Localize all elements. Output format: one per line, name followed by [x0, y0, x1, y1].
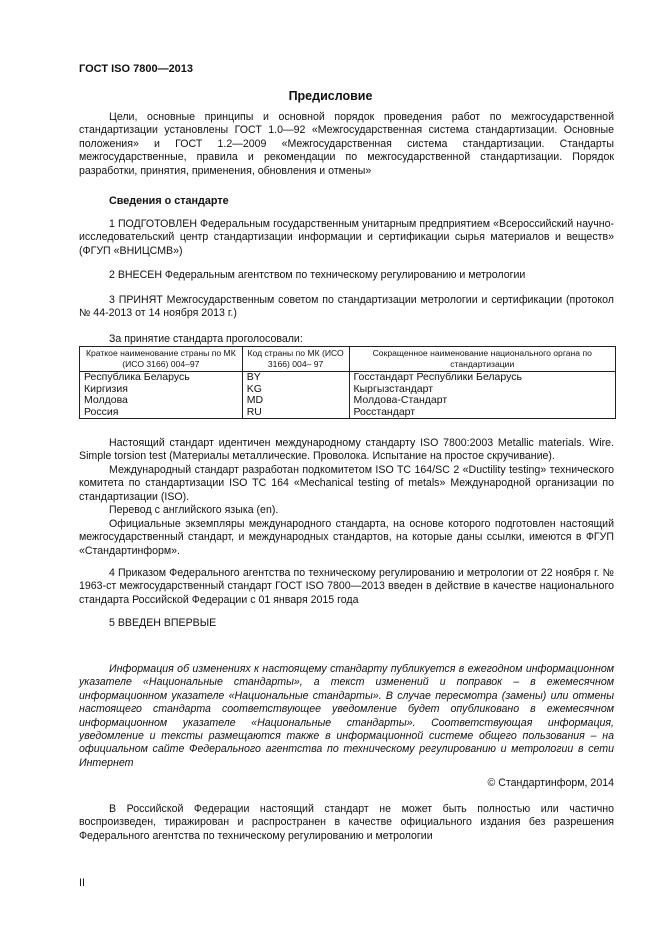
- table-cell: Росстандарт: [349, 407, 616, 419]
- item-1-paragraph: 1 ПОДГОТОВЛЕН Федеральным государственным унитарным предприятием «Всероссийский научно-исследовательский центр стандартизации информации и сертификации сырья материалов и веществ» (ФГУП «ВНИЦСМВ»): [79, 218, 614, 257]
- table-cell: MD: [242, 395, 349, 407]
- section-subheading: Сведения о стандарте: [109, 195, 229, 207]
- table-cell: Россия: [80, 407, 243, 419]
- voted-caption: За принятие стандарта проголосовали:: [109, 333, 303, 345]
- table-row: [80, 384, 616, 396]
- rights-paragraph: В Российской Федерации настоящий стандарт не может быть полностью или частично воспроизведен, тиражирован и распространен в качестве официального издания без разрешения Федерального агентства по техническому регулированию и метрологии: [79, 803, 614, 842]
- official-copies-paragraph: Официальные экземпляры международного стандарта, на основе которого подготовлен настоящий межгосударственный стандарт, и международных стандартов, на которые даны ссылки, имеются в ФГУП «Стандартинформ».: [79, 518, 614, 557]
- table-header-row: [80, 347, 616, 372]
- notice-paragraph: Информация об изменениях к настоящему стандарту публикуется в ежегодном информационном указателе «Национальные стандарты», а текст изменений и поправок – в ежемесячном информационном указателе «Национальные стандарты». В случае пересмотра (замены) или отмены настоящего стандарта соответствующее уведомление будет опубликовано в ежемесячном информационном указателе «Национальные стандарты». Соответствующая информация, уведомление и тексты размещаются также в информационной системе общего пользования – на официальном сайте Федерального агентства по техническому регулированию и метрологии в сети Интернет: [79, 663, 614, 769]
- item-4-paragraph: 4 Приказом Федерального агентства по техническому регулированию и метрологии от 22 ноября г. № 1963-ст межгосударственный стандарт ГОСТ ISO 7800—2013 введен в действие в качестве национального стандарта Российской Федерации с 01 января 2015 года: [79, 567, 614, 606]
- table-row: [80, 372, 616, 384]
- developer-paragraph: Международный стандарт разработан подкомитетом ISO TC 164/SC 2 «Ductility testing» технического комитета по стандартизации ISO TC 164 «Mechanical testing of metals» Международной организации по стандартизации (ISO).: [79, 464, 614, 503]
- item-3-paragraph: 3 ПРИНЯТ Межгосударственным советом по стандартизации метрологии и сертификации (протокол № 44-2013 от 14 ноября 2013 г.): [79, 294, 614, 320]
- identical-paragraph: Настоящий стандарт идентичен международному стандарту ISO 7800:2003 Metallic materials. Wire. Simple torsion test (Материалы металлические. Проволока. Испытание на простое скручивание).: [79, 437, 614, 463]
- table-cell: BY: [242, 372, 349, 384]
- table-header-country: Краткое наименование страны по МК (ИСО 3166) 004–97: [80, 347, 243, 372]
- page-title: Предисловие: [288, 89, 373, 103]
- table-cell: RU: [242, 407, 349, 419]
- table-cell: KG: [242, 384, 349, 396]
- translation-paragraph: Перевод с английского языка (en).: [109, 504, 279, 516]
- item-2-paragraph: 2 ВНЕСЕН Федеральным агентством по техническому регулированию и метрологии: [109, 269, 526, 281]
- intro-paragraph: Цели, основные принципы и основной порядок проведения работ по межгосударственной стандартизации установлены ГОСТ 1.0—92 «Межгосударственная система стандартизации. Основные положения» и ГОСТ 1.2—2009 «Межгосударственная система стандартизации. Стандарты межгосударственные, правила и рекомендации по межгосударственной стандартизации. Порядок разработки, принятия, применения, обновления и отмены»: [79, 111, 614, 177]
- table-cell: Молдова: [80, 395, 243, 407]
- table-cell: Кыргызстандарт: [349, 384, 616, 396]
- document-code: ГОСТ ISO 7800—2013: [79, 63, 194, 75]
- table-header-body: Сокращенное наименование национального органа по стандартизации: [349, 347, 616, 372]
- table-row: [80, 407, 616, 419]
- table-cell: Госстандарт Республики Беларусь: [349, 372, 616, 384]
- table-cell: Республика Беларусь: [80, 372, 243, 384]
- table-cell: Молдова-Стандарт: [349, 395, 616, 407]
- copyright-line: © Стандартинформ, 2014: [487, 777, 614, 789]
- table-row: [80, 395, 616, 407]
- countries-table: [79, 346, 616, 419]
- page-number: II: [79, 877, 85, 889]
- item-5-paragraph: 5 ВВЕДЕН ВПЕРВЫЕ: [109, 617, 217, 629]
- table-cell: Киргизия: [80, 384, 243, 396]
- table-header-code: Код страны по МК (ИСО 3166) 004– 97: [242, 347, 349, 372]
